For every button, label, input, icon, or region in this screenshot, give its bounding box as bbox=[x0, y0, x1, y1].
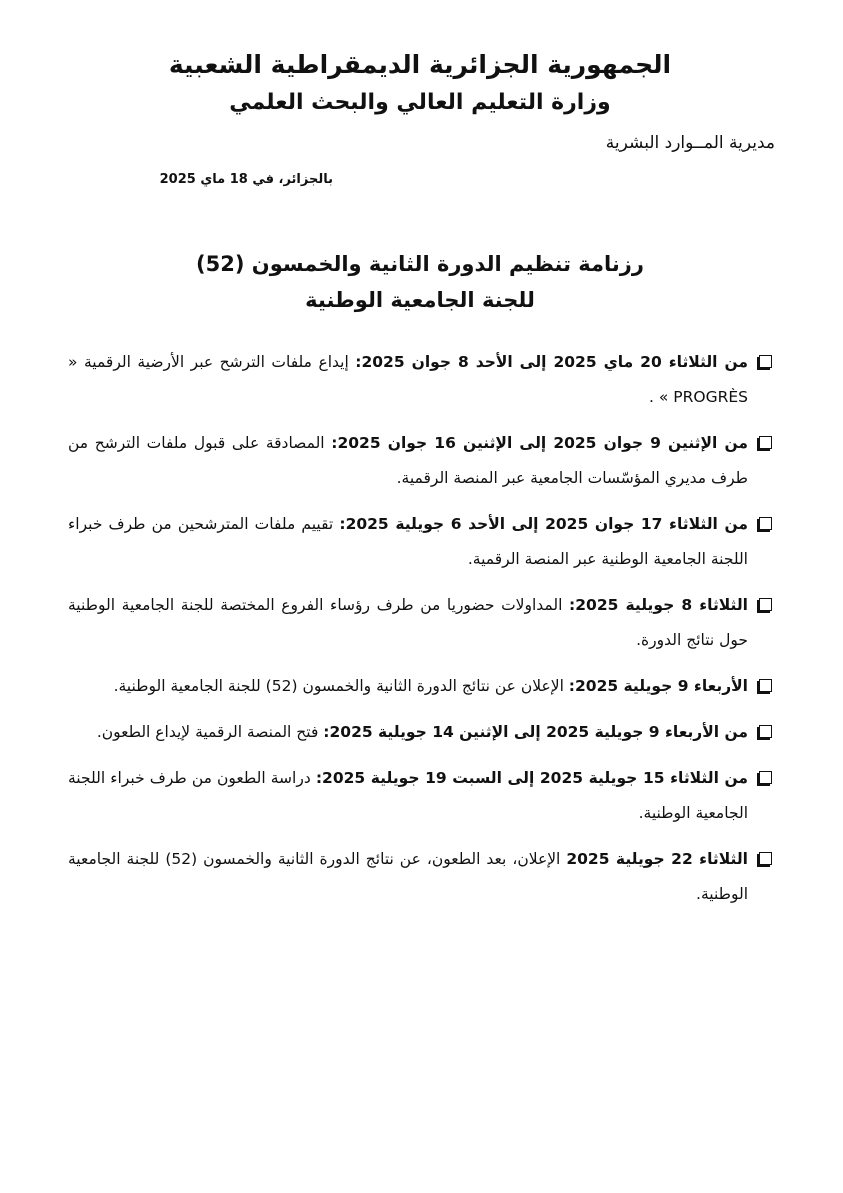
checkbox-icon bbox=[759, 725, 772, 738]
schedule-item bbox=[68, 588, 748, 658]
schedule-item bbox=[68, 426, 748, 496]
title-line-1: رزنامة تنظيم الدورة الثانية والخمسون (52) bbox=[196, 252, 644, 276]
checkbox-icon bbox=[759, 598, 772, 611]
schedule-item-text: دراسة الطعون من طرف خبراء اللجنة الجامعية الوطنية. bbox=[68, 769, 748, 822]
checkbox-icon bbox=[759, 517, 772, 530]
schedule-item-text: فتح المنصة الرقمية لإيداع الطعون. bbox=[96, 723, 324, 741]
checkbox-icon bbox=[759, 852, 772, 865]
schedule-item-date: الثلاثاء 8 جويلية 2025: bbox=[569, 596, 748, 614]
issue-date: بالجزائر، في 18 ماي 2025 bbox=[159, 172, 333, 187]
department-name: مديرية المــوارد البشرية bbox=[605, 133, 775, 153]
checkbox-icon bbox=[759, 679, 772, 692]
schedule-list bbox=[68, 345, 748, 923]
schedule-item bbox=[68, 345, 748, 415]
schedule-item-text: المصادقة على قبول ملفات الترشح من طرف مديري المؤسّسات الجامعية عبر المنصة الرقمية. bbox=[68, 434, 748, 487]
republic-heading: الجمهورية الجزائرية الديمقراطية الشعبية bbox=[168, 50, 672, 79]
document-title bbox=[160, 246, 680, 318]
schedule-item bbox=[68, 715, 748, 750]
schedule-item-text: الإعلان، بعد الطعون، عن نتائج الدورة الثانية والخمسون (52) للجنة الجامعية الوطنية. bbox=[68, 850, 748, 903]
schedule-item-text: تقييم ملفات المترشحين من طرف خبراء اللجنة الجامعية الوطنية عبر المنصة الرقمية. bbox=[68, 515, 748, 568]
schedule-item bbox=[68, 761, 748, 831]
schedule-item-date: الثلاثاء 22 جويلية 2025 bbox=[566, 850, 748, 868]
schedule-item bbox=[68, 669, 748, 704]
schedule-item-date: من الثلاثاء 20 ماي 2025 إلى الأحد 8 جوان 2025: bbox=[355, 353, 748, 371]
title-line-2: للجنة الجامعية الوطنية bbox=[305, 288, 535, 312]
schedule-item-text: المداولات حضوريا من طرف رؤساء الفروع المختصة للجنة الجامعية الوطنية حول نتائج الدورة. bbox=[68, 596, 748, 649]
schedule-item-date: من الثلاثاء 17 جوان 2025 إلى الأحد 6 جويلية 2025: bbox=[339, 515, 748, 533]
checkbox-icon bbox=[759, 436, 772, 449]
schedule-item-date: من الثلاثاء 15 جويلية 2025 إلى السبت 19 جويلية 2025: bbox=[315, 769, 748, 787]
schedule-item-date: الأربعاء 9 جويلية 2025: bbox=[568, 677, 748, 695]
ministry-heading: وزارة التعليم العالي والبحث العلمي bbox=[229, 90, 611, 115]
schedule-item-text: إيداع ملفات الترشح عبر الأرضية الرقمية « PROGRÈS » . bbox=[68, 353, 748, 406]
schedule-item bbox=[68, 842, 748, 912]
schedule-item-date: من الإثنين 9 جوان 2025 إلى الإثنين 16 جوان 2025: bbox=[331, 434, 748, 452]
checkbox-icon bbox=[759, 771, 772, 784]
schedule-item-text: الإعلان عن نتائج الدورة الثانية والخمسون (52) للجنة الجامعية الوطنية. bbox=[113, 677, 569, 695]
schedule-item bbox=[68, 507, 748, 577]
schedule-item-date: من الأربعاء 9 جويلية 2025 إلى الإثنين 14 جويلية 2025: bbox=[323, 723, 748, 741]
checkbox-icon bbox=[759, 355, 772, 368]
